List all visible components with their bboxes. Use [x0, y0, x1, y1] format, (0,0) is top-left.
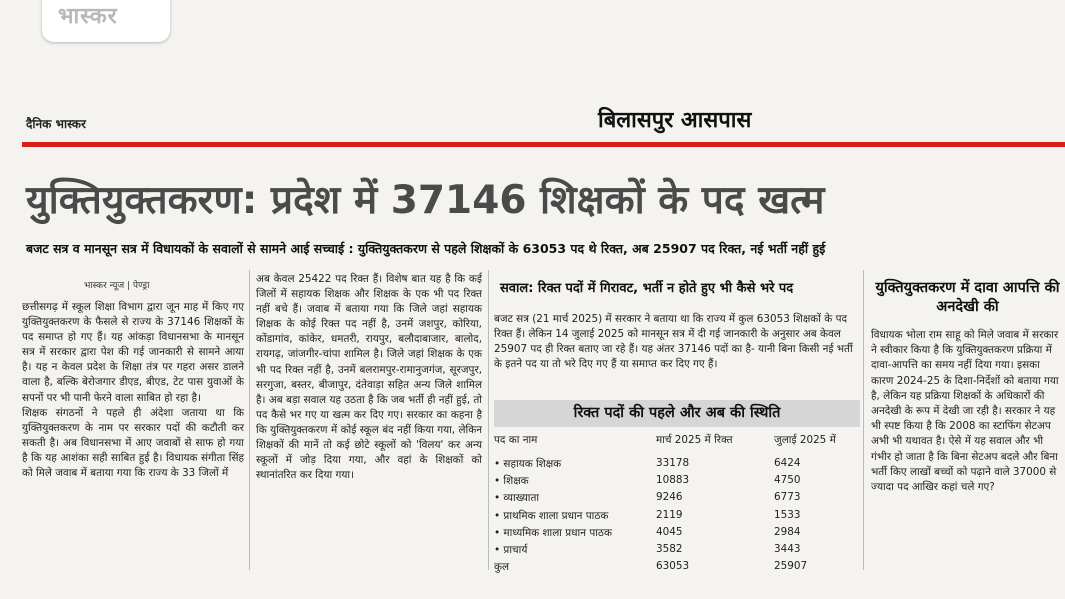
table-cell: • प्राथमिक शाला प्रधान पाठक [494, 509, 609, 522]
table-cell: 1533 [774, 508, 801, 521]
table-cell: 3443 [774, 542, 801, 555]
table-cell: 6424 [774, 457, 801, 469]
table-row-total [494, 560, 860, 577]
table-cell: 2984 [774, 525, 801, 538]
table-cell: 33178 [656, 457, 690, 469]
byline: भास्कर न्यूज | पेण्ड्रा [84, 281, 150, 291]
masthead-logo: भास्कर [58, 4, 118, 29]
table-cell: • प्राचार्य [494, 543, 528, 556]
column-divider [863, 270, 864, 570]
table-row [494, 491, 860, 508]
article-paragraph: छत्तीसगढ़ में स्कूल शिक्षा विभाग द्वारा जून माह में किए गए युक्तियुक्तकरण के फैसले से राज्य के 37146 शिक्षकों के पद समाप्त हो गए हैं। यह आंकड़ा विधानसभा के मानसून सत्र में सरकार द्वारा पेश की गई जानकारी से सामने आया है। यह न केवल प्रदेश के शिक्षा तंत्र पर गहरा असर डालने वाला है, बल्कि बेरोजगार डीएड, बीएड, टेट पास युवाओं के सपनों पर भी पानी फेरने वाला साबित हो रहा है। [22, 301, 244, 404]
table-cell: 25907 [774, 560, 808, 573]
article-paragraph: शिक्षक संगठनों ने पहले ही अंदेशा जताया था कि युक्तियुक्तकरण के नाम पर सरकार पदों की कटौती कर सकती है। अब विधानसभा में आए जवाबों से साफ हो गया है कि यह आशंका सही साबित हुई है। विधायक संगीता सिंह को मिले जवाब में बताया गया कि राज्य के 33 जिलों में [22, 406, 244, 480]
table-cell: • सहायक शिक्षक [494, 458, 562, 470]
table-row [494, 543, 860, 560]
table-cell: 6773 [774, 491, 801, 504]
side-title: युक्तियुक्तकरण में दावा आपत्ति की अनदेखी की [875, 280, 1060, 315]
side-text: विधायक भोला राम साहू को मिले जवाब में सरकार ने स्वीकार किया है कि युक्तियुक्तकरण प्रक्रिया में दावा-आपत्ति का समय नहीं दिया गया। इसका कारण 2024-25 के दिशा-निर्देशों को बताया गया है, लेकिन यह प्रक्रिया शिक्षकों के अधिकारों की अनदेखी के रूप में देखी जा रही है। सरकार ने यह भी स्पष्ट किया है कि 2008 का स्टाफिंग सेटअप अभी भी यथावत है। ऐसे में यह सवाल और भी गंभीर हो जाता है कि बिना सेटअप बदले और बिना भर्ती किए लाखों बच्चों को पढ़ाने वाले 37000 से ज्यादा पद आखिर कहां चले गए? [871, 329, 1059, 494]
table-cell: • माध्यमिक शाला प्रधान पाठक [494, 526, 612, 539]
table-cell: 9246 [656, 491, 683, 504]
header-rule [22, 142, 1065, 147]
paper-label: दैनिक भास्कर [26, 117, 86, 131]
table-cell: 3582 [656, 542, 683, 555]
article-paragraph: अब केवल 25422 पद रिक्त हैं। विशेष बात यह है कि कई जिलों में सहायक शिक्षक और शिक्षक के एक भी पद रिक्त नहीं बचे हैं। जवाब में बताया गया कि जिले जहां सहायक शिक्षक के कोई रिक्त पद नहीं है, उनमें जशपुर, कोरिया, कोंडागांव, कांकेर, धमतरी, रायपुर, बलौदाबाजार, बालोद, रायगढ़, जांजगीर-चांपा शामिल है। जिले जहां शिक्षक के एक भी पद रिक्त नहीं है, उनमें बलरामपुर-रामानुजगंज, सूरजपुर, सरगुजा, बस्तर, बीजापुर, दंतेवाड़ा सहित अन्य जिले शामिल है। अब बड़ा सवाल यह उठता है कि जब भर्ती ही नहीं हुई, तो पद कैसे भर गए या खत्म कर दिए गए। सरकार का कहना है कि युक्तियुक्तकरण में कोई स्कूल बंद नहीं किया गया, लेकिन शिक्षकों की मानें तो कई छोटे स्कूलों को 'विलय' कर अन्य स्कूलों में जोड़ दिया गया, और वहां के शिक्षकों को स्थानांतरित कर दिया गया। [256, 273, 482, 482]
table-row [494, 474, 860, 491]
column-divider [249, 270, 250, 570]
vacancy-table [494, 457, 860, 577]
article-column-1 [22, 300, 244, 481]
table-row [494, 457, 860, 474]
table-cell: 4750 [774, 474, 801, 487]
table-cell: 2119 [656, 508, 683, 521]
article-column-2 [256, 272, 482, 483]
column-divider [488, 270, 489, 570]
table-cell: 63053 [656, 560, 690, 573]
table-header-cell: जुलाई 2025 में [774, 434, 836, 446]
section-title: बिलासपुर आसपास [598, 108, 752, 133]
table-cell: 4045 [656, 525, 683, 538]
table-row [494, 526, 860, 543]
article-subhead: बजट सत्र व मानसून सत्र में विधायकों के सवालों से सामने आई सच्चाई : युक्तियुक्तकरण से पहले शिक्षकों के 63053 पद थे रिक्त, अब 25907 पद रिक्त, नई भर्ती नहीं हुई [26, 241, 826, 256]
table-cell: • व्याख्याता [494, 492, 540, 505]
table-cell: • शिक्षक [494, 475, 529, 488]
table-header-cell: मार्च 2025 में रिक्त [656, 434, 733, 446]
table-caption: रिक्त पदों की पहले और अब की स्थिति [494, 400, 860, 427]
table-row [494, 509, 860, 526]
article-headline: युक्तियुक्तकरण: प्रदेश में 37146 शिक्षकों के पद खत्म [26, 178, 825, 223]
table-cell: 10883 [656, 474, 690, 487]
box-text: बजट सत्र (21 मार्च 2025) में सरकार ने बताया था कि राज्य में कुल 63053 शिक्षकों के पद रिक्त हैं। लेकिन 14 जुलाई 2025 को मानसून सत्र में दी गई जानकारी के अनुसार अब केवल 25907 पद ही रिक्त बताए जा रहे हैं। यह अंतर 37146 पदों का है- यानी बिना किसी नई भर्ती के इतने पद या तो भरे दिए गए हैं या समाप्त कर दिए गए हैं। [494, 313, 853, 371]
table-cell: कुल [494, 561, 510, 574]
box-title: सवाल: रिक्त पदों में गिरावट, भर्ती न होते हुए भी कैसे भरे पद [500, 281, 794, 296]
table-header-cell: पद का नाम [494, 434, 538, 446]
